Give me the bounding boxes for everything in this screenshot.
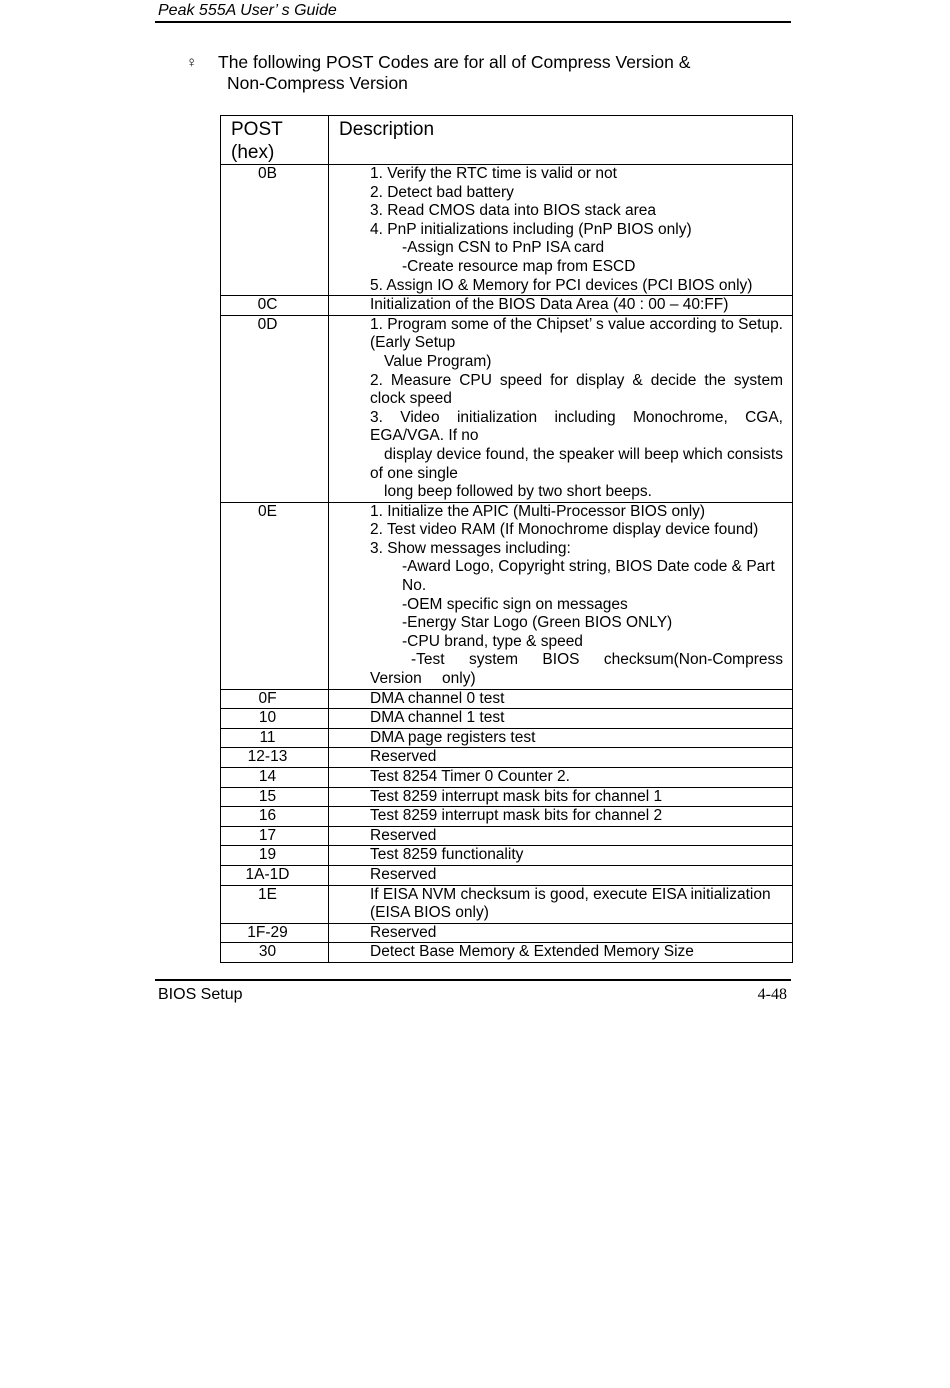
post-description [329,709,793,729]
post-code: 14 [221,768,329,788]
description-line: Reserved [370,865,437,883]
description-line: Reserved [370,826,437,844]
post-description [329,728,793,748]
post-description [329,826,793,846]
post-description [329,923,793,943]
table-row [221,943,793,963]
intro-text-line-2: Non-Compress Version [227,73,408,93]
description-line: 3. Show messages including: [370,539,571,557]
page-number: 4-48 [757,986,787,1003]
table-row [221,296,793,316]
post-description [329,865,793,885]
description-line: 3. Video initialization including Monochrome, CGA, EGA/VGA. If no [370,408,783,445]
description-line: 1. Program some of the Chipset’ s value according to Setup. (Early Setup [370,315,783,352]
footer-section-title: BIOS Setup [158,986,243,1003]
post-column-header [221,116,329,165]
description-line: -OEM specific sign on messages [402,595,628,613]
post-code: 19 [221,846,329,866]
post-description [329,846,793,866]
description-line: -Assign CSN to PnP ISA card [402,239,605,257]
description-line: Reserved [370,923,437,941]
post-description [329,943,793,963]
footer-divider [155,979,791,981]
table-row [221,846,793,866]
table-row [221,768,793,788]
intro-text-line-1: The following POST Codes are for all of Compress Version & [218,52,691,72]
table-row [221,728,793,748]
table-row [221,689,793,709]
table-row [221,885,793,923]
description-line: 5. Assign IO & Memory for PCI devices (PCI BIOS only) [370,276,753,294]
table-row [221,315,793,502]
post-description [329,296,793,316]
table-row [221,807,793,827]
post-description [329,689,793,709]
description-line: 3. Read CMOS data into BIOS stack area [370,202,657,220]
description-line: -CPU brand, type & speed [402,632,583,650]
table-row [221,748,793,768]
description-line: Test 8259 interrupt mask bits for channel 1 [370,787,663,805]
post-header-line-1: POST [231,119,283,140]
table-row [221,709,793,729]
table-row [221,923,793,943]
table-row [221,865,793,885]
description-line: DMA channel 0 test [370,689,505,707]
post-code: 0C [221,296,329,316]
post-code: 1A-1D [221,865,329,885]
description-line: 2. Test video RAM (If Monochrome display device found) [370,521,759,539]
table-row [221,787,793,807]
post-description [329,165,793,296]
post-description [329,315,793,502]
description-column-header: Description [329,116,793,165]
post-code: 30 [221,943,329,963]
description-line: If EISA NVM checksum is good, execute EISA initialization (EISA BIOS only) [370,885,771,922]
description-line: 1. Verify the RTC time is valid or not [370,165,617,182]
description-line: Test 8259 functionality [370,846,524,864]
description-line: DMA page registers test [370,728,536,746]
post-code: 17 [221,826,329,846]
description-line: Test 8254 Timer 0 Counter 2. [370,768,570,785]
description-line: Reserved [370,748,437,766]
post-description [329,768,793,788]
description-line: -Create resource map from ESCD [402,257,636,275]
description-line: display device found, the speaker will beep which consists of one single [370,445,783,482]
description-line: -Award Logo, Copyright string, BIOS Date code & Part No. [402,558,775,595]
description-line: Test 8259 interrupt mask bits for channel 2 [370,807,663,825]
table-row [221,826,793,846]
table-row [221,165,793,296]
post-code: 0E [221,502,329,689]
post-code: 1E [221,885,329,923]
table-row [221,502,793,689]
description-line: DMA channel 1 test [370,709,505,727]
post-description [329,787,793,807]
post-description [329,885,793,923]
post-code: 0B [221,165,329,296]
description-line: Detect Base Memory & Extended Memory Size [370,943,694,961]
post-code: 0F [221,689,329,709]
description-line: Initialization of the BIOS Data Area (40 : 00 – 40:FF) [370,296,729,314]
post-code: 16 [221,807,329,827]
table-header-row [221,116,793,165]
post-header-line-2: (hex) [231,142,275,163]
description-line: 1. Initialize the APIC (Multi-Processor BIOS only) [370,502,706,520]
header-divider [155,21,791,23]
description-line: Value Program) [384,352,492,370]
post-code: 11 [221,728,329,748]
post-code: 0D [221,315,329,502]
post-description [329,807,793,827]
description-line: -Test system BIOS checksum(Non-Compress Version only) [370,651,783,688]
description-line: 2. Detect bad battery [370,183,514,201]
description-line: long beep followed by two short beeps. [384,483,652,501]
post-codes-table [220,115,793,963]
description-line: 2. Measure CPU speed for display & decide the system clock speed [370,371,783,408]
description-line: -Energy Star Logo (Green BIOS ONLY) [402,614,673,632]
description-line: 4. PnP initializations including (PnP BIOS only) [370,220,692,238]
post-code: 10 [221,709,329,729]
post-code: 1F-29 [221,923,329,943]
bullet-icon: ♀ [186,54,198,71]
post-code: 15 [221,787,329,807]
post-description [329,748,793,768]
page-header-title: Peak 555A User’ s Guide [158,2,337,19]
post-description [329,502,793,689]
post-code: 12-13 [221,748,329,768]
